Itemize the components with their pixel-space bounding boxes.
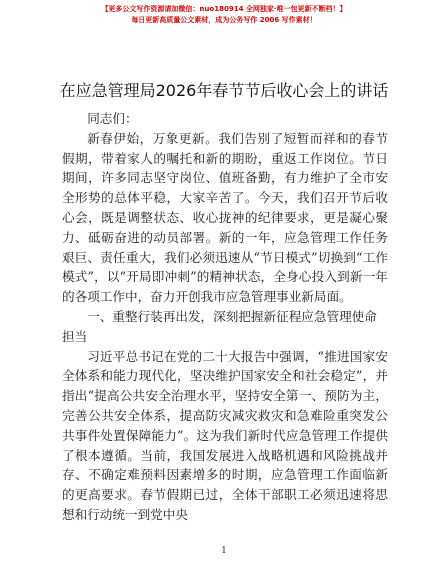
paragraph: 新春伊始，万象更新。我们告别了短暂而祥和的春节假期，带着家人的嘱托和新的期盼，重返工作岗位。节日期间，许多同志坚守岗位、值班备勤，有力维护了全市安全形势的总体平稳，大家辛苦了。今天，我们召开节后收心会，既是调整状态、收心拢神的纪律要求，更是凝心聚力、砥砺奋进的动员部署。新的一年，应急管理工作任务艰巨、责任重大，我们必须迅速从“节日模式”切换到“工作模式”，以“开局即冲刺”的精神状态，全身心投入到新一年的各项工作中，奋力开创我市应急管理事业新局面。 [62,130,388,305]
section-heading: 一、重整行装再出发，深刻把握新征程应急管理使命担当 [62,308,377,344]
paragraph: 习近平总书记在党的二十大报告中强调，“推进国家安全体系和能力现代化，坚决维护国家安全和社会稳定”，并指出“提高公共安全治理水平，坚持安全第一、预防为主，完善公共安全体系，提高防灾减灾救灾和急难险重突发公共事件处置保障能力”。这为我们新时代应急管理工作提供了根本遵循。当前，我国发展进入战略机遇和风险挑战并存、不确定难预料因素增多的时期，应急管理工作面临新的更高要求。春节假期已过，全体干部职工必须迅速将思想和行动统一到党中央 [62,348,388,522]
document-title: 在应急管理局2026年春节节后收心会上的讲话 [59,81,389,100]
banner-line-1: 【更多公文写作资源请加微信：nuo180914 全网独家·唯一包更新不断档！】 [101,5,347,13]
banner-line-2: 每日更新高质量公文素材，成为公务写作 2006 写作素材！ [131,16,317,24]
salutation: 同志们： [87,111,138,126]
document-body [62,109,388,525]
page-number: 1 [221,546,227,556]
header-banner [0,4,448,26]
